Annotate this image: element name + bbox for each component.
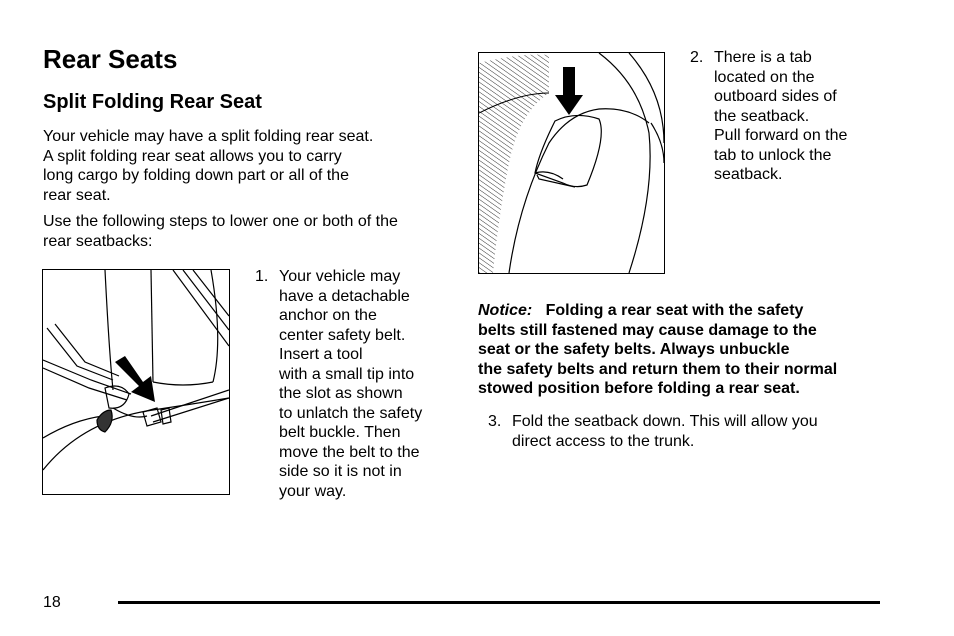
seatback-tab-illustration [478,52,665,274]
intro-line: A split folding rear seat allows you to carry [43,147,342,165]
footer-rule [118,601,880,604]
notice-line: belts still fastened may cause damage to the [478,321,817,339]
notice-line: the safety belts and return them to their normal [478,360,838,378]
step-2-line: seatback. [714,166,783,183]
step-1-line: Insert a tool [279,346,363,363]
step-2-line: Pull forward on the [714,127,848,144]
notice-block [478,301,837,399]
intro-paragraph [43,127,373,205]
step-2-line: outboard sides of [714,88,837,105]
intro-line: Your vehicle may have a split folding rear seat. [43,128,374,145]
page-number: 18 [43,594,61,611]
step-1-line: Your vehicle may [279,268,401,285]
step-1-line: with a small tip into [279,365,415,383]
step-3-line: direct access to the trunk. [512,432,695,450]
page-title: Rear Seats [43,44,178,74]
steps-intro-line: Use the following steps to lower one or both of the [43,213,398,230]
step-2-text [714,48,847,185]
notice-line [478,301,837,321]
step-2-line: the seatback. [714,107,810,125]
step-2-line: located on the [714,68,815,86]
belt-buckle-illustration [42,269,230,495]
step-1-line: anchor on the [279,307,377,324]
notice-line: seat or the safety belts. Always unbuckle [478,341,790,358]
step-1-line: the slot as shown [279,385,403,402]
intro-line: long cargo by folding down part or all of the [43,167,349,184]
seatback-tab-drawing [479,53,664,273]
step-1-line: your way. [279,482,347,500]
step-1-line: center safety belt. [279,326,406,344]
notice-text: Folding a rear seat with the safety [545,302,804,319]
step-1-line: belt buckle. Then [279,424,401,441]
section-title: Split Folding Rear Seat [43,91,262,113]
steps-intro-paragraph [43,212,398,251]
step-1-line: to unlatch the safety [279,404,423,422]
steps-intro-line: rear seatbacks: [43,232,153,250]
step-1-line: side so it is not in [279,463,402,480]
step-1-text [279,267,422,501]
step-1-number: 1. [255,268,269,285]
step-2-line: There is a tab [714,49,812,66]
step-3-number: 3. [488,413,502,430]
belt-buckle-drawing [43,270,229,494]
step-1-line: move the belt to the [279,443,420,461]
step-3-line: Fold the seatback down. This will allow you [512,413,818,430]
intro-line: rear seat. [43,186,111,204]
notice-label: Notice: [478,302,533,319]
notice-line: stowed position before folding a rear seat. [478,380,800,397]
step-2-number: 2. [690,49,704,66]
step-3-text [512,412,818,451]
step-2-line: tab to unlock the [714,146,832,164]
step-1-line: have a detachable [279,287,410,305]
